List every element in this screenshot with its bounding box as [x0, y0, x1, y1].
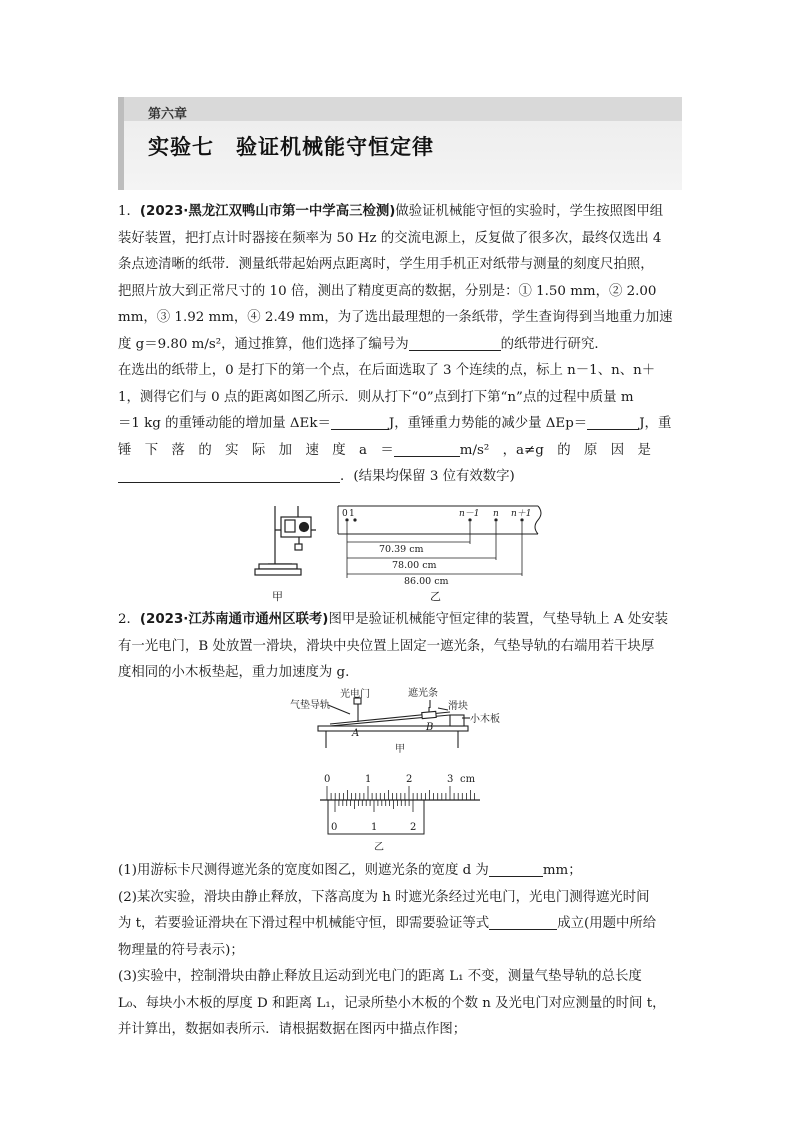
- timer-stand-figure: [255, 506, 316, 575]
- figure-1: [254, 496, 554, 604]
- header-accent: [118, 97, 124, 190]
- title-experiment-name: 验证机械能守恒定律: [236, 135, 434, 159]
- main-scale-label: 3: [447, 774, 454, 785]
- label-b: B: [426, 722, 434, 733]
- q1-line: mm，③ 1.92 mm，④ 2.49 mm，为了选出最理想的一条纸带，学生查询得到当地重力加速: [118, 310, 673, 325]
- tape-point-label: 1: [349, 509, 355, 519]
- q1-line: ＝1 kg 的重锤动能的增加量 ΔEk＝: [118, 416, 331, 431]
- answer-blank[interactable]: [489, 915, 557, 930]
- q1-line: ．(结果均保留 3 位有效数字): [340, 469, 515, 484]
- main-scale-unit: cm: [460, 774, 476, 785]
- q2-part: (3)实验中，控制滑块由静止释放且运动到光电门的距离 L₁ 不变，测量气垫导轨的总长度: [118, 969, 642, 984]
- q1-line: 在选出的纸带上，0 是打下的第一个点，在后面选取了 3 个连续的点，标上 n－1、n、n＋: [118, 363, 656, 378]
- answer-blank[interactable]: [118, 468, 340, 483]
- q1-line: 锤 下 落 的 实 际 加 速 度 a ＝: [118, 442, 394, 458]
- vernier-label: 2: [410, 822, 417, 833]
- q1-line: 做验证机械能守恒的实验时，学生按照图甲组: [395, 204, 664, 219]
- q2-line: 有一光电门，B 处放置一滑块，滑块中央位置上固定一遮光条，气垫导轨的右端用若干块厚: [118, 638, 655, 654]
- q2-part: mm；: [542, 863, 582, 878]
- tape-point-label: n＋1: [511, 509, 532, 519]
- wooden-board: [450, 715, 464, 726]
- q2-number: 2．: [118, 612, 140, 627]
- q1-line: 的纸带进行研究．: [500, 336, 608, 352]
- vernier-label: 1: [371, 822, 378, 833]
- label-a: A: [352, 728, 360, 739]
- figure-label-jia: 甲: [272, 590, 283, 603]
- chapter-label: 第六章: [148, 107, 188, 122]
- tape-point-label: n－1: [459, 509, 480, 519]
- main-scale-label: 0: [324, 774, 331, 785]
- answer-blank[interactable]: [489, 862, 543, 877]
- q1-line: 装好装置，把打点计时器接在频率为 50 Hz 的交流电源上，反复做了很多次，最终仅选出 4: [118, 230, 662, 246]
- question-1: [118, 199, 682, 491]
- distance-label: 78.00 cm: [392, 560, 437, 571]
- main-scale-label: 2: [406, 774, 413, 785]
- distance-label: 86.00 cm: [404, 576, 449, 587]
- q1-line: 把照片放大到正常尺寸的 10 倍，测出了精度更高的数据，分别是：① 1.50 mm，② 2.00: [118, 283, 657, 299]
- slider: [422, 711, 436, 718]
- q2-part: (1)用游标卡尺测得遮光条的宽度如图乙，则遮光条的宽度 d 为: [118, 863, 489, 878]
- table-top: [318, 726, 468, 731]
- figure-label-jia: 甲: [395, 744, 405, 755]
- q1-line: J，重: [639, 416, 672, 431]
- q1-number: 1．: [118, 204, 140, 219]
- page-title: [148, 131, 434, 161]
- answer-blank[interactable]: [409, 336, 501, 351]
- label-slider: 滑块: [448, 701, 468, 712]
- q1-source: (2023·黑龙江双鸭山市第一中学高三检测): [139, 204, 396, 219]
- label-strip: 遮光条: [408, 688, 438, 699]
- vernier-label: 0: [331, 822, 338, 833]
- answer-blank[interactable]: [587, 415, 639, 430]
- title-experiment-number: 实验七: [148, 135, 214, 159]
- question-2: [118, 607, 682, 687]
- label-photogate: 光电门: [340, 689, 370, 700]
- q2-part: 为 t，若要验证滑块在下滑过程中机械能守恒，即需要验证等式: [118, 916, 490, 931]
- label-board: 小木板: [470, 714, 500, 725]
- label-rail: 气垫导轨: [290, 700, 330, 711]
- figure-label-yi: 乙: [374, 842, 384, 853]
- question-2-parts: [118, 858, 682, 1044]
- q2-part: 并计算出，数据如表所示．请根据数据在图丙中描点作图；: [118, 1022, 467, 1037]
- q1-line: 条点迹清晰的纸带．测量纸带起始两点距离时，学生用手机正对纸带与测量的刻度尺拍照，: [118, 257, 654, 272]
- q2-line: 度相同的小木板垫起，重力加速度为 g.: [118, 665, 350, 680]
- answer-blank[interactable]: [331, 415, 389, 430]
- q2-part: (2)某次实验，滑块由静止释放，下落高度为 h 时遮光条经过光电门，光电门测得遮光时间: [118, 889, 650, 905]
- q2-line: 图甲是验证机械能守恒定律的装置，气垫导轨上 A 处安装: [328, 612, 668, 627]
- figure-2-air-track: [290, 688, 500, 755]
- figure-label-yi: 乙: [430, 590, 441, 603]
- main-scale-label: 1: [365, 774, 372, 785]
- distance-label: 70.39 cm: [379, 544, 424, 555]
- q2-part: L₀、每块小木板的厚度 D 和距离 L₁，记录所垫小木板的个数 n 及光电门对应测量的时间 t，: [118, 995, 666, 1011]
- q2-part: 成立(用题中所给: [557, 916, 657, 931]
- q1-line: m/s² ，a≠g 的 原 因 是: [459, 442, 651, 458]
- q1-line: J，重锤重力势能的减少量 ΔEp＝: [388, 416, 588, 431]
- q1-line: 度 g＝9.80 m/s²，通过推算，他们选择了编号为: [118, 336, 409, 352]
- answer-blank[interactable]: [394, 442, 460, 457]
- tape-point-label: 0: [342, 509, 348, 519]
- vernier-caliper: [310, 770, 490, 852]
- q2-part: 物理量的符号表示)；: [118, 942, 244, 958]
- q1-line: 1，测得它们与 0 点的距离如图乙所示．则从打下“0”点到打下第“n”点的过程中质量 m: [118, 389, 634, 405]
- tape-point-label: n: [493, 509, 499, 519]
- main-scale: [320, 786, 480, 800]
- q2-source: (2023·江苏南通市通州区联考): [139, 612, 329, 627]
